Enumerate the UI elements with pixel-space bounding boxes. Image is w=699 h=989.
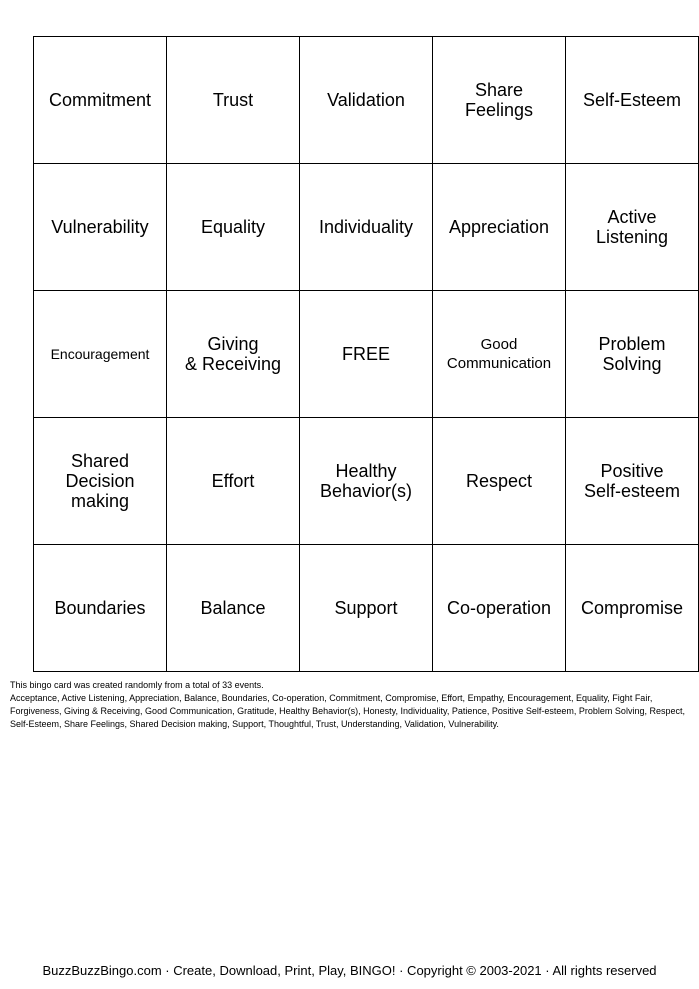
bingo-cell: Self-Esteem bbox=[566, 37, 699, 164]
bingo-cell: Problem Solving bbox=[566, 291, 699, 418]
bingo-cell: Equality bbox=[167, 164, 300, 291]
bingo-cell: Trust bbox=[167, 37, 300, 164]
bingo-cell: Balance bbox=[167, 545, 300, 672]
bingo-cell: Encouragement bbox=[34, 291, 167, 418]
bingo-cell: Good Communication bbox=[433, 291, 566, 418]
bingo-row bbox=[34, 545, 699, 672]
bingo-cell: Shared Decision making bbox=[34, 418, 167, 545]
footer-copyright: BuzzBuzzBingo.com · Create, Download, Print, Play, BINGO! · Copyright © 2003-2021 · All rights reserved bbox=[42, 963, 657, 978]
bingo-cell: Giving & Receiving bbox=[167, 291, 300, 418]
bingo-cell: Healthy Behavior(s) bbox=[300, 418, 433, 545]
bingo-cell: Co-operation bbox=[433, 545, 566, 672]
bingo-row bbox=[34, 418, 699, 545]
creation-note: This bingo card was created randomly from a total of 33 events. bbox=[10, 680, 264, 690]
events-list: Acceptance, Active Listening, Appreciation, Balance, Boundaries, Co-operation, Commitment, Compromise, Effort, Empathy, Encouragement, Equality, Fight Fair, Forgiveness, Giving & Receiving, Good Communication, Gratitude, Healthy Behavior(s), Honesty, Individuality, Patience, Positive Self-esteem, Problem Solving, Respect, Self-Esteem, Share Feelings, Shared Decision making, Support, Thoughtful, Trust, Understanding, Validation, Vulnerability. bbox=[10, 693, 685, 729]
bingo-cell: Boundaries bbox=[34, 545, 167, 672]
bingo-row bbox=[34, 37, 699, 164]
bingo-cell: Commitment bbox=[34, 37, 167, 164]
free-cell: FREE bbox=[300, 291, 433, 418]
bingo-cell: Share Feelings bbox=[433, 37, 566, 164]
bingo-cell: Effort bbox=[167, 418, 300, 545]
bingo-cell: Compromise bbox=[566, 545, 699, 672]
bingo-cell: Validation bbox=[300, 37, 433, 164]
bingo-cell: Support bbox=[300, 545, 433, 672]
bingo-card bbox=[33, 36, 699, 672]
bingo-row bbox=[34, 291, 699, 418]
bingo-cell: Active Listening bbox=[566, 164, 699, 291]
bingo-cell: Respect bbox=[433, 418, 566, 545]
bingo-row bbox=[34, 164, 699, 291]
bingo-cell: Vulnerability bbox=[34, 164, 167, 291]
bingo-cell: Individuality bbox=[300, 164, 433, 291]
bingo-cell: Positive Self-esteem bbox=[566, 418, 699, 545]
bingo-cell: Appreciation bbox=[433, 164, 566, 291]
